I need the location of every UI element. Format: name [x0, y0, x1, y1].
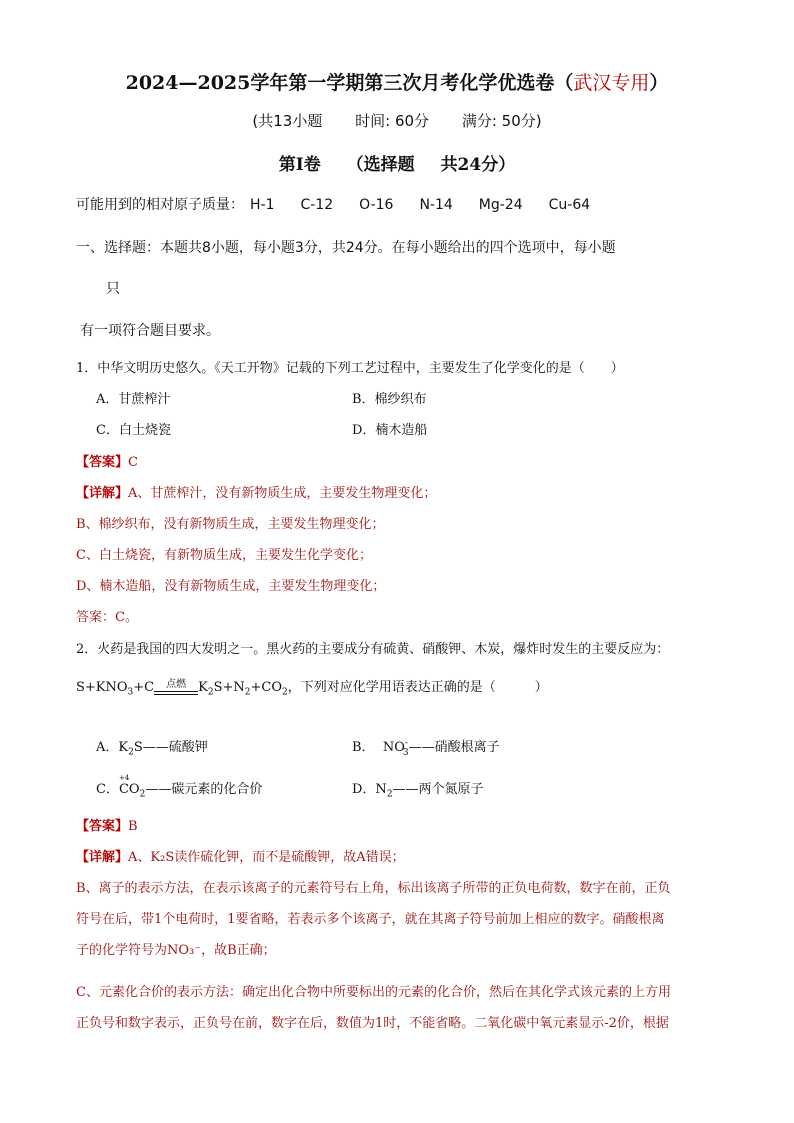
q2-detail-c1: C、元素化合价的表示方法：确定出化合物中所要标出的元素的化合价，然后在其化学式该元素的上方用 — [76, 985, 671, 1000]
q1-stem: 1．中华文明历史悠久。《天工开物》记载的下列工艺过程中，主要发生了化学变化的是（ ） — [76, 361, 624, 376]
option-a-text: ——硫酸钾 — [142, 740, 208, 755]
q1-option-c: C．白土烧瓷 — [96, 423, 171, 438]
mass-cu: Cu-64 — [548, 197, 591, 213]
mass-o: O-16 — [359, 197, 394, 213]
detail-label: 【详解】 — [76, 850, 129, 865]
mass-h: H-1 — [250, 197, 275, 213]
instructions-line1: 一、选择题：本题共8小题，每小题3分，共24分。在每小题给出的四个选项中，每小题 — [76, 240, 616, 256]
q2-detail-c2: 正负号和数字表示，正负号在前，数字在后，数值为1时，不能省略。二氧化碳中氧元素显示-2价，根据 — [76, 1016, 669, 1031]
exam-meta — [0, 110, 794, 131]
section-type: （选择题 — [346, 155, 415, 175]
page-title — [0, 68, 794, 95]
equals-bar — [154, 691, 198, 695]
q1-answer — [76, 451, 138, 470]
q2-detail-b3: 子的化学符号为NO₃⁻，故B正确； — [76, 943, 276, 958]
mass-mg: Mg-24 — [478, 197, 523, 213]
q2-detail-b2: 符号在后，带1个电荷时，1要省略，若表示多个该离子，就在其离子符号前加上相应的数字。硝酸根离 — [76, 912, 665, 927]
section-volume: 第Ⅰ卷 — [278, 155, 321, 175]
q1-detail-c: C、白土烧瓷，有新物质生成，主要发生化学变化； — [76, 548, 372, 563]
mass-n: N-14 — [419, 197, 453, 213]
q2-option-d: D．$N_2——$两个氮原子 — [352, 782, 484, 800]
instructions-line3: 有一项符合题目要求。 — [80, 323, 220, 339]
detail-text: A、甘蔗榨汁，没有新物质生成，主要发生物理变化； — [128, 486, 437, 501]
q1-conclusion: 答案：C。 — [76, 610, 138, 625]
title-main: 2024—2025学年第一学期第三次月考化学优选卷（ — [125, 72, 574, 94]
q1-detail-b: B、棉纱织布，没有新物质生成，主要发生物理变化； — [76, 517, 385, 532]
section-heading — [0, 150, 794, 175]
valence-mark: +4 C — [119, 782, 129, 797]
title-highlight: 武汉专用 — [573, 72, 650, 94]
q1-detail-d: D、楠木造船，没有新物质生成，主要发生物理变化； — [76, 579, 386, 594]
title-end: ） — [649, 72, 669, 94]
q2-stem: 2．火药是我国的四大发明之一。黑火药的主要成分有硫黄、硝酸钾、木炭，爆炸时发生的主要反应为： — [76, 642, 670, 657]
q1-option-b: B．棉纱织布 — [352, 392, 427, 407]
q1-option-d: D．楠木造船 — [352, 423, 428, 438]
section-score: 共24分） — [440, 155, 516, 175]
full-score: 满分: 50分) — [461, 112, 542, 130]
q2-detail-b1: B、离子的表示方法，在表示该离子的元素符号右上角，标出该离子所带的正负电荷数，数字在前，正负 — [76, 881, 671, 896]
answer-label: 【答案】 — [76, 455, 129, 470]
condition-text: 点燃 — [166, 679, 187, 690]
detail-text: A、K₂S读作硫化钾，而不是硫酸钾，故A错误； — [128, 850, 405, 865]
mass-c: C-12 — [300, 197, 334, 213]
masses-label: 可能用到的相对原子质量： — [76, 197, 244, 213]
option-d-text: ——两个氮原子 — [392, 782, 484, 797]
answer-label: 【答案】 — [76, 819, 129, 834]
atomic-masses — [76, 194, 616, 214]
reaction-condition — [154, 680, 198, 695]
q2-equation: $S+KNO_3+C$ 点燃 $K_2S+N_2+CO_2$，下列对应化学用语表达正确的是（ ） — [76, 679, 548, 698]
q2-answer — [76, 815, 138, 834]
option-b-text: ——硝酸根离子 — [408, 740, 500, 755]
time-limit: 时间: 60分 — [355, 112, 430, 130]
detail-label: 【详解】 — [76, 486, 129, 501]
q1-detail-a — [76, 482, 436, 501]
answer-value: B — [128, 819, 138, 834]
q2-detail-a — [76, 846, 405, 865]
q2-option-b: B． $NO^-_3——$硝酸根离子 — [352, 738, 500, 758]
q2-stem-tail: ，下列对应化学用语表达正确的是（ ） — [287, 680, 548, 695]
question-count: (共13小题 — [252, 112, 323, 130]
q2-option-a: A．$K_2S——$硫酸钾 — [96, 740, 208, 758]
answer-value: C — [128, 455, 138, 470]
instructions-line2: 只 — [106, 281, 120, 297]
option-c-text: ——碳元素的化合价 — [145, 782, 263, 797]
q2-option-c: C．+4 $CO_2——$碳元素的化合价 — [96, 778, 262, 800]
q1-option-a: A．甘蔗榨汁 — [96, 392, 171, 407]
